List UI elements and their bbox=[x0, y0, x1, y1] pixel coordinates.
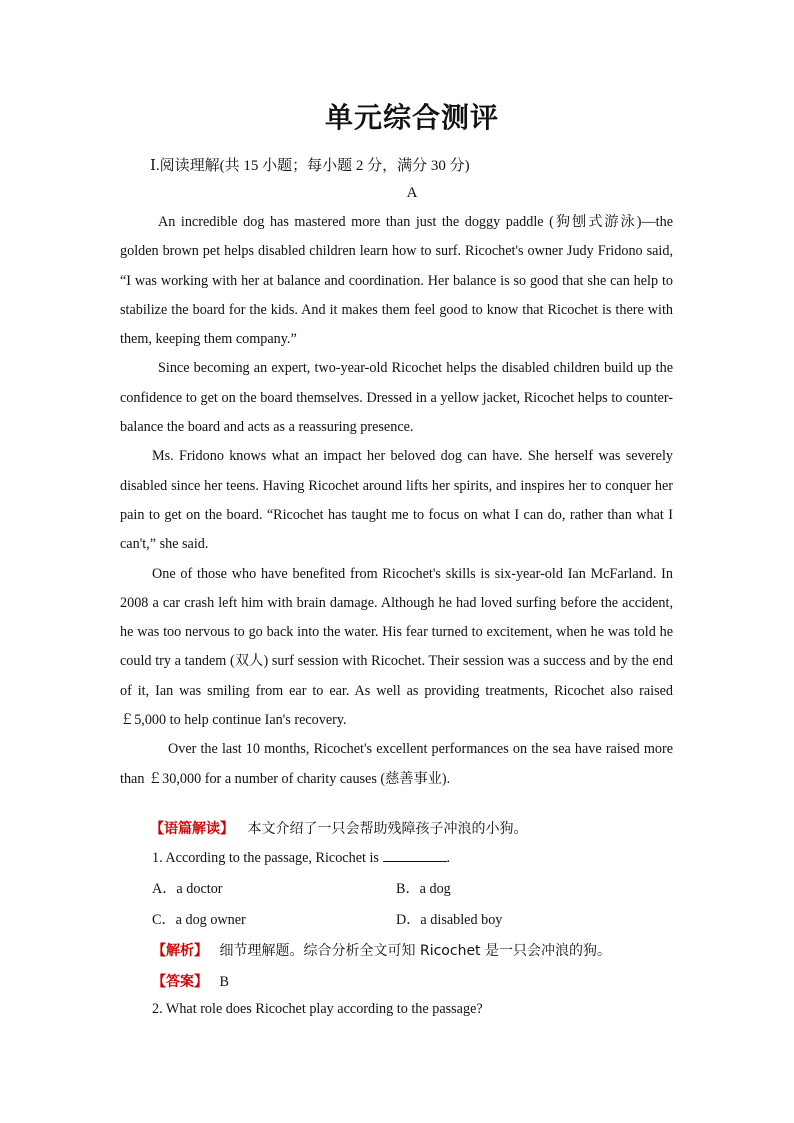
question-1-stem: 1. According to the passage, Ricochet is . bbox=[152, 850, 451, 866]
passage-label: A bbox=[406, 185, 418, 201]
paragraph: Ms. Fridono knows what an impact her beloved dog can have. She herself was severely disabled since her teens. Having Ricochet around lifts her spirits, and inspires her to conquer her pain to get on the board. “Ricochet has taught me to focus on what I can do, rather than what I can't,” she said. bbox=[120, 448, 673, 553]
analysis-line bbox=[152, 940, 611, 960]
answer-value: B bbox=[219, 974, 230, 990]
page-title: 单元综合测评 bbox=[324, 101, 499, 134]
paragraph: An incredible dog has mastered more than just the doggy paddle (狗刨式游泳)—the golden brown pet helps disabled children learn how to surf. Ricochet's owner Judy Fridono said, “I was working with her at balance and coordination. Her balance is so good that she can help to stabilize the board for the kids. And it makes them feel good to know that Ricochet is there with them, keeping them company.” bbox=[120, 214, 673, 348]
answer-blank bbox=[383, 849, 447, 862]
section-heading: Ⅰ.阅读理解(共 15 小题；每小题 2 分，满分 30 分) bbox=[150, 158, 470, 174]
summary-line bbox=[150, 818, 528, 838]
paragraph: One of those who have benefited from Ricochet's skills is six-year-old Ian McFarland. In 2008 a car crash left him with brain damage. Although he had loved surfing before the accident, he was too nervous to go back into the water. His fear turned to excitement, when he was told he could try a tandem (双人) surf session with Ricochet. Their session was a success and by the end of it, Ian was smiling from ear to ear. As well as providing treatments, Ricochet also raised ￡5,000 to help continue Ian's recovery. bbox=[120, 565, 673, 729]
summary-text: 本文介绍了一只会帮助残障孩子冲浪的小狗。 bbox=[247, 821, 528, 837]
option-b: B．a dog bbox=[396, 881, 451, 897]
paragraph: Since becoming an expert, two-year-old Ricochet helps the disabled children build up the confidence to get on the board themselves. Dressed in a yellow jacket, Ricochet helps to counter-balance the board and acts as a reassuring presence. bbox=[120, 360, 673, 436]
summary-tag: 【语篇解读】 bbox=[150, 821, 234, 837]
analysis-tag: 【解析】 bbox=[152, 943, 208, 959]
analysis-text: 细节理解题。综合分析全文可知 Ricochet 是一只会冲浪的狗。 bbox=[219, 943, 611, 959]
option-c: C．a dog owner bbox=[152, 912, 246, 928]
option-a: A．a doctor bbox=[152, 881, 223, 897]
paragraph: Over the last 10 months, Ricochet's excellent performances on the sea have raised more than ￡30,000 for a number of charity causes (慈善事业). bbox=[120, 741, 673, 787]
answer-line bbox=[152, 971, 229, 991]
answer-tag: 【答案】 bbox=[152, 974, 208, 990]
passage-body bbox=[120, 208, 673, 794]
option-d: D．a disabled boy bbox=[396, 912, 503, 928]
question-2-stem: 2. What role does Ricochet play according to the passage? bbox=[152, 1001, 483, 1017]
